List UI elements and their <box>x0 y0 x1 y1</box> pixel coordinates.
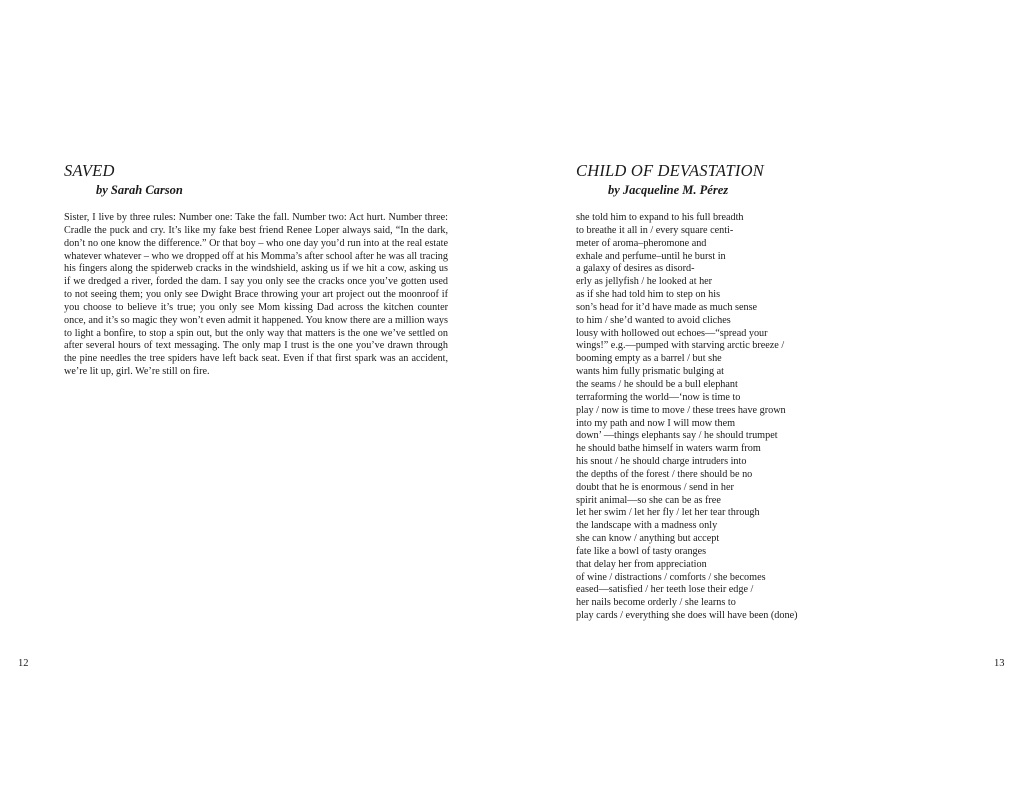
poem-line: booming empty as a barrel / but she <box>576 353 722 365</box>
poem-line: to him / she’d wanted to avoid cliches <box>576 314 731 326</box>
byline-sarah-carson: by Sarah Carson <box>96 183 183 197</box>
poem-line: his snout / he should charge intruders into <box>576 456 747 468</box>
poem-line: son’s head for it’d have made as much sense <box>576 301 758 313</box>
poem-line: as if she had told him to step on his <box>576 289 721 301</box>
poem-line: that delay her from appreciation <box>576 558 707 570</box>
poem-line: wants him fully prismatic bulging at <box>576 366 724 378</box>
poem-line: doubt that he is enormous / send in her <box>576 481 734 493</box>
poem-title-child-of-devastation: CHILD OF DEVASTATION <box>576 161 764 180</box>
poem-title-saved: SAVED <box>64 161 115 180</box>
poem-line: the seams / he should be a bull elephant <box>576 378 738 390</box>
poem-line: fate like a bowl of tasty oranges <box>576 545 707 557</box>
poem-lines <box>576 212 976 623</box>
poem-line: let her swim / let her fly / let her tear through <box>576 507 760 519</box>
poem-line: lousy with hollowed out echoes—“spread your <box>576 327 768 339</box>
page-number-left: 12 <box>18 658 29 669</box>
page-number-right: 13 <box>994 658 1005 669</box>
poem-line: erly as jellyfish / he looked at her <box>576 276 713 288</box>
poem-line: eased—satisfied / her teeth lose their edge / <box>576 584 754 596</box>
poem-line: spirit animal—so she can be as free <box>576 494 721 506</box>
poem-line: play cards / everything she does will have been (done) <box>576 610 798 622</box>
right-page <box>512 0 1024 791</box>
poem-line: play / now is time to move / these trees have grown <box>576 404 786 416</box>
poem-line: down’ —things elephants say / he should trumpet <box>576 430 778 442</box>
poem-line: into my path and now I will mow them <box>576 417 736 429</box>
poem-line: of wine / distractions / comforts / she becomes <box>576 571 766 583</box>
prose-poem-body: Sister, I live by three rules: Number one: Take the fall. Number two: Act hurt. Number three: Cradle the puck and cry. It’s like my fake best friend Renee Loper always said, “In the dark, don’t no one know the difference.” Or that boy – who one day you’d run into at the real estate whatever whatever – who we dropped off at his Momma’s after school after he was all tracing his fingers along the spiderweb cracks in the windshield, asking us if we hit a cow, asking us if we dredged a river, forded the dam. I say you only see the cracks once you’ve gotten used to not seeing them; you only see Dwight Brace throwing your art project out the moonroof if you choose to believe it’s true; you only see Mom kissing Dad across the kitchen counter once, and it’s so magic they won’t even admit it happened. You know there are a million ways to light a bonfire, to stop a spin out, but the only way that matters is the one we’ve settled on after several hours of text messaging. The only map I trust is the one you’ve drawn through the pine needles the tree spiders have left back seat. Even if that first spark was an accident, we’re lit up, girl. We’re still on fire. <box>64 212 448 378</box>
poem-line: the landscape with a madness only <box>576 520 718 532</box>
poem-line: exhale and perfume–until he burst in <box>576 250 726 262</box>
poem-line: she told him to expand to his full breadth <box>576 212 744 223</box>
poem-line: he should bathe himself in waters warm from <box>576 443 761 455</box>
poem-line: meter of aroma–pheromone and <box>576 237 707 249</box>
poem-line: a galaxy of desires as disord- <box>576 263 695 275</box>
poem-line: she can know / anything but accept <box>576 533 720 545</box>
poem-line: to breathe it all in / every square centi- <box>576 224 734 236</box>
poem-line: terraforming the world—‘now is time to <box>576 391 741 403</box>
poem-line: wings!” e.g.—pumped with starving arctic breeze / <box>576 340 785 352</box>
byline-jacqueline-perez: by Jacqueline M. Pérez <box>608 183 729 197</box>
poem-line: the depths of the forest / there should be no <box>576 468 753 480</box>
poem-line: her nails become orderly / she learns to <box>576 597 736 609</box>
